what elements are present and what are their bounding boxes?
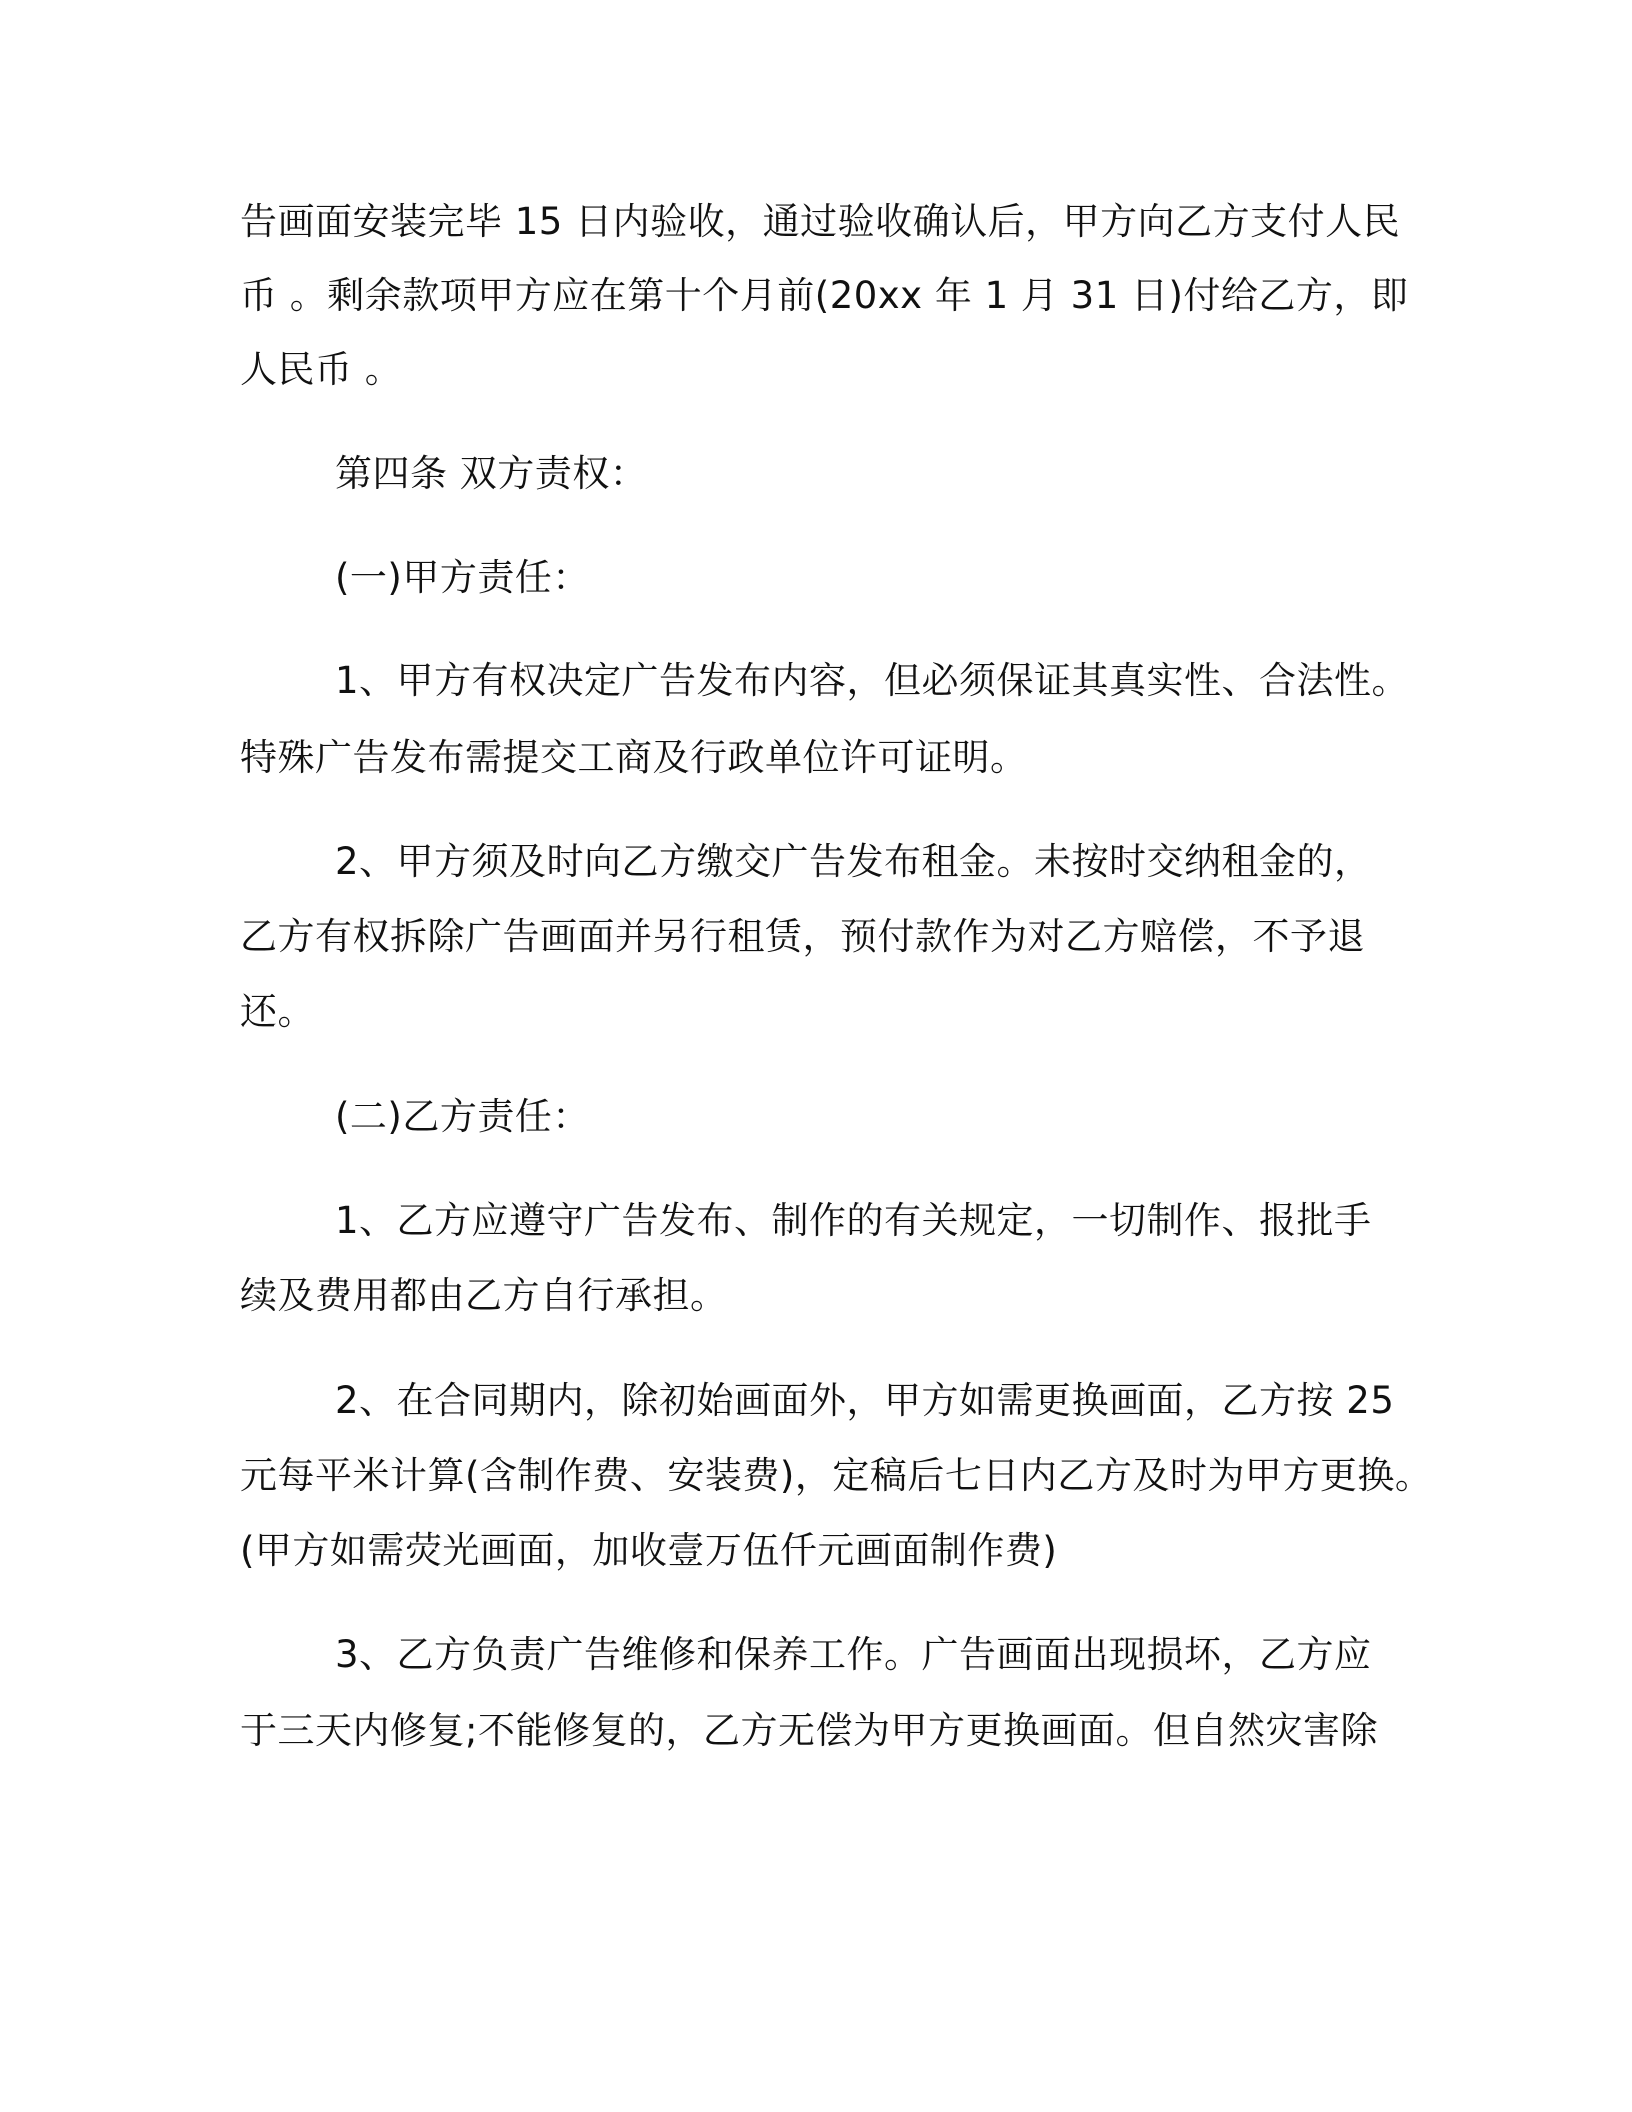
text-line: 于三天内修复;不能修复的，乙方无偿为甲方更换画面。但自然灾害除 xyxy=(240,1709,1378,1752)
section-heading: 第四条 双方责权： xyxy=(335,452,648,495)
text-line: 币 。剩余款项甲方应在第十个月前(20xx 年 1 月 31 日)付给乙方，即 xyxy=(240,274,1409,317)
clause-line: 2、在合同期内，除初始画面外，甲方如需更换画面，乙方按 25 xyxy=(335,1379,1395,1422)
clause-line: 1、乙方应遵守广告发布、制作的有关规定，一切制作、报批手 xyxy=(335,1199,1372,1242)
subsection-heading: (一)甲方责任： xyxy=(335,556,590,599)
text-line: 乙方有权拆除广告画面并另行租赁，预付款作为对乙方赔偿，不予退 xyxy=(240,915,1365,958)
clause-line: 3、乙方负责广告维修和保养工作。广告画面出现损坏，乙方应 xyxy=(335,1633,1372,1676)
clause-line: 2、甲方须及时向乙方缴交广告发布租金。未按时交纳租金的， xyxy=(335,840,1372,883)
text-line: 元每平米计算(含制作费、安装费)，定稿后七日内乙方及时为甲方更换。 xyxy=(240,1454,1433,1497)
text-line: 还。 xyxy=(240,990,315,1033)
text-line: 告画面安装完毕 15 日内验收，通过验收确认后，甲方向乙方支付人民 xyxy=(240,200,1401,243)
clause-line: 1、甲方有权决定广告发布内容，但必须保证其真实性、合法性。 xyxy=(335,659,1410,702)
subsection-heading: (二)乙方责任： xyxy=(335,1095,590,1138)
text-line: 人民币 。 xyxy=(240,348,403,391)
text-line: (甲方如需荧光画面，加收壹万伍仟元画面制作费) xyxy=(240,1529,1058,1572)
text-line: 续及费用都由乙方自行承担。 xyxy=(240,1274,728,1317)
text-line: 特殊广告发布需提交工商及行政单位许可证明。 xyxy=(240,736,1028,779)
